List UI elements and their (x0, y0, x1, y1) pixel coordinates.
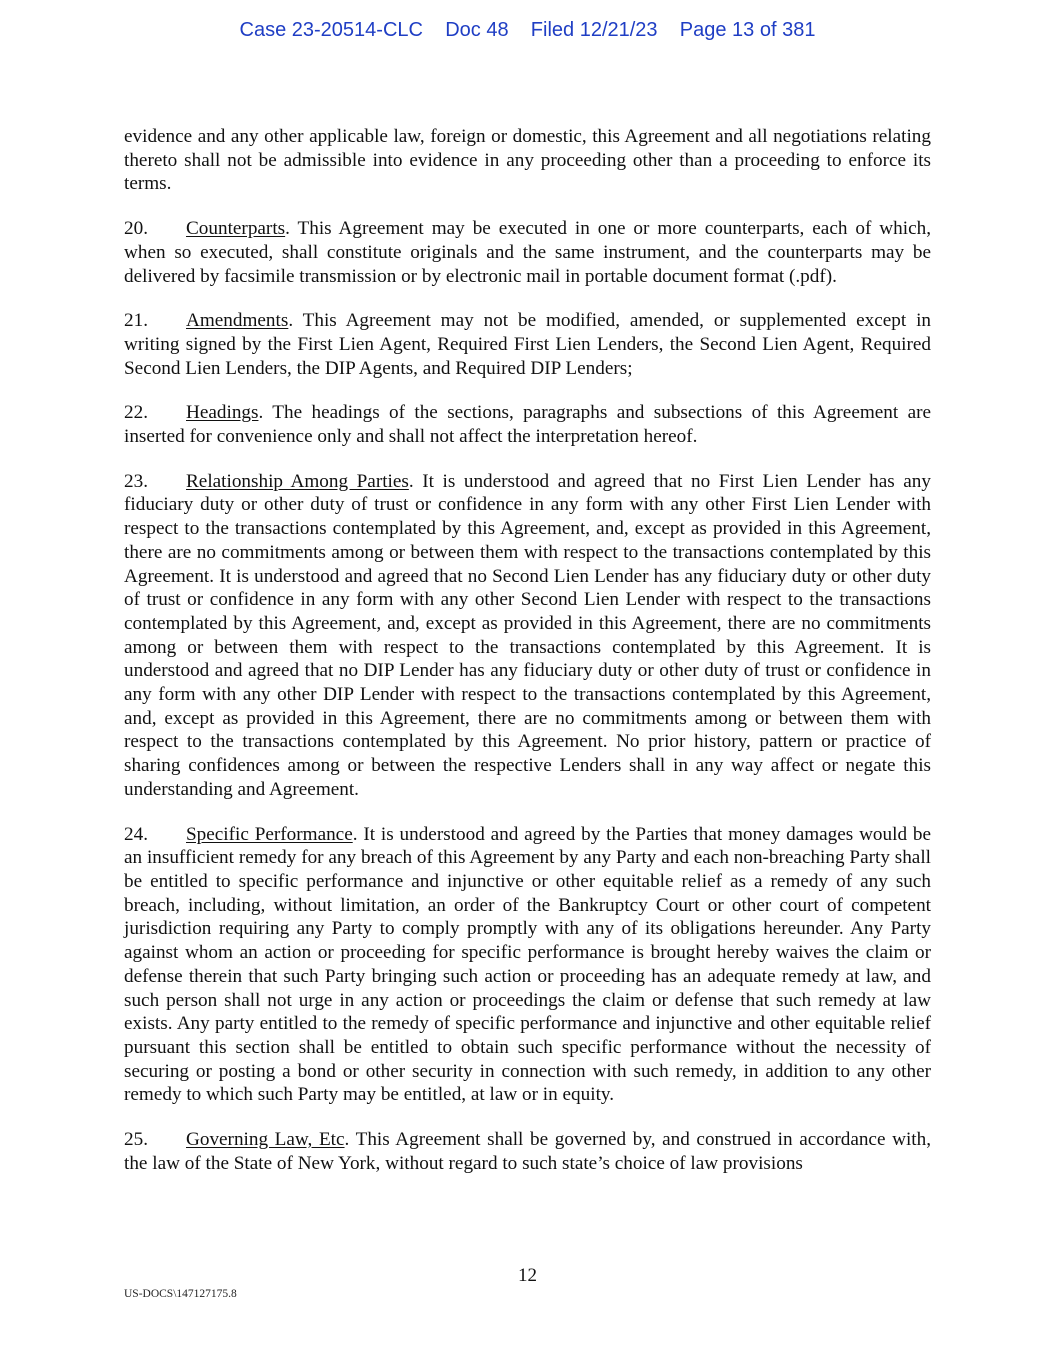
section-text: . The headings of the sections, paragraphs and subsections of this Agreement are inserted for convenience only and shall not affect the interpretation hereof. (124, 402, 931, 448)
section-number: 25. (124, 1129, 148, 1151)
section-number: 22. (124, 402, 148, 424)
section-text: . This Agreement shall be governed by, and construed in accordance with, the law of the State of New York, without regard to such state’s choice of law provisions (124, 1129, 931, 1174)
section-25-governing-law (124, 1128, 931, 1175)
section-24-specific-performance (124, 823, 931, 1107)
section-title: Specific Performance (186, 823, 353, 845)
section-20-counterparts (124, 217, 931, 288)
document-id: US-DOCS\147127175.8 (124, 1288, 237, 1300)
document-body (124, 125, 931, 1196)
section-text: . This Agreement may not be modified, amended, or supplemented except in writing signed by the First Lien Agent, Required First Lien Lenders, the Second Lien Agent, Required Second Lien Lenders, the DIP Agents, and Required DIP Lenders; (124, 310, 931, 379)
section-number: 24. (124, 823, 148, 845)
section-number: 23. (124, 470, 148, 492)
section-number: 21. (124, 310, 148, 332)
section-title: Amendments (186, 310, 289, 332)
page-number: 12 (518, 1265, 537, 1286)
section-title: Governing Law, Etc (186, 1129, 345, 1151)
section-23-relationship-among-parties (124, 470, 931, 802)
section-21-amendments (124, 309, 931, 380)
section-title: Counterparts (186, 218, 286, 240)
section-title: Relationship Among Parties (186, 470, 409, 492)
section-text: . This Agreement may be executed in one or more counterparts, each of which, when so executed, shall constitute originals and the same instrument, and the counterparts may be delivered by facsimile transmission or by electronic mail in portable document format (.pdf). (124, 218, 931, 287)
paragraph-continued (124, 125, 931, 196)
court-filing-stamp: Case 23-20514-CLC Doc 48 Filed 12/21/23 Page 13 of 381 (239, 19, 816, 41)
section-text: . It is understood and agreed that no First Lien Lender has any fiduciary duty or other duty of trust or confidence in any form with any other First Lien Lender with respect to the transactions contemplated by this Agreement, and, except as provided in this Agreement, there are no commitments among or between them with respect to the transactions contemplated by this Agreement. It is understood and agreed that no Second Lien Lender has any fiduciary duty or other duty of trust or confidence in any form with any other Second Lien Lender with respect to the transactions contemplated by this Agreement, and, except as provided in this Agreement, there are no commitments among or between them with respect to the transactions contemplated by this Agreement. It is understood and agreed that no DIP Lender has any fiduciary duty or other duty of trust or confidence in any form with any other DIP Lender with respect to the transactions contemplated by this Agreement, and, except as provided in this Agreement, there are no commitments among or between them with respect to the transactions contemplated by this Agreement. No prior history, pattern or practice of sharing confidences among or between the respective Lenders shall in any way affect or negate this understanding and Agreement. (124, 470, 931, 800)
section-text: . It is understood and agreed by the Parties that money damages would be an insufficient remedy for any breach of this Agreement by any Party and each non-breaching Party shall be entitled to specific performance and injunctive or other equitable relief as a remedy of any such breach, including, without limitation, an order of the Bankruptcy Court or other court of competent jurisdiction requiring any Party to comply promptly with any of its obligations hereunder. Any Party against whom an action or proceeding for specific performance is brought hereby waives the claim or defense therein that such Party bringing such action or proceeding has an adequate remedy at law, and such person shall not urge in any action or proceedings the claim or defense that such remedy at law exists. Any party entitled to the remedy of specific performance and injunctive and other equitable relief pursuant this section shall be entitled to obtain such specific performance without the necessity of securing or posting a bond or other security in connection with such remedy, in addition to any other remedy to which such Party may be entitled, at law or in equity. (124, 823, 931, 1106)
section-title: Headings (186, 402, 259, 424)
section-22-headings (124, 401, 931, 448)
section-number: 20. (124, 218, 148, 240)
paragraph-text: evidence and any other applicable law, foreign or domestic, this Agreement and all negotiations relating thereto shall not be admissible into evidence in any proceeding other than a proceeding to enforce its terms. (124, 126, 931, 195)
